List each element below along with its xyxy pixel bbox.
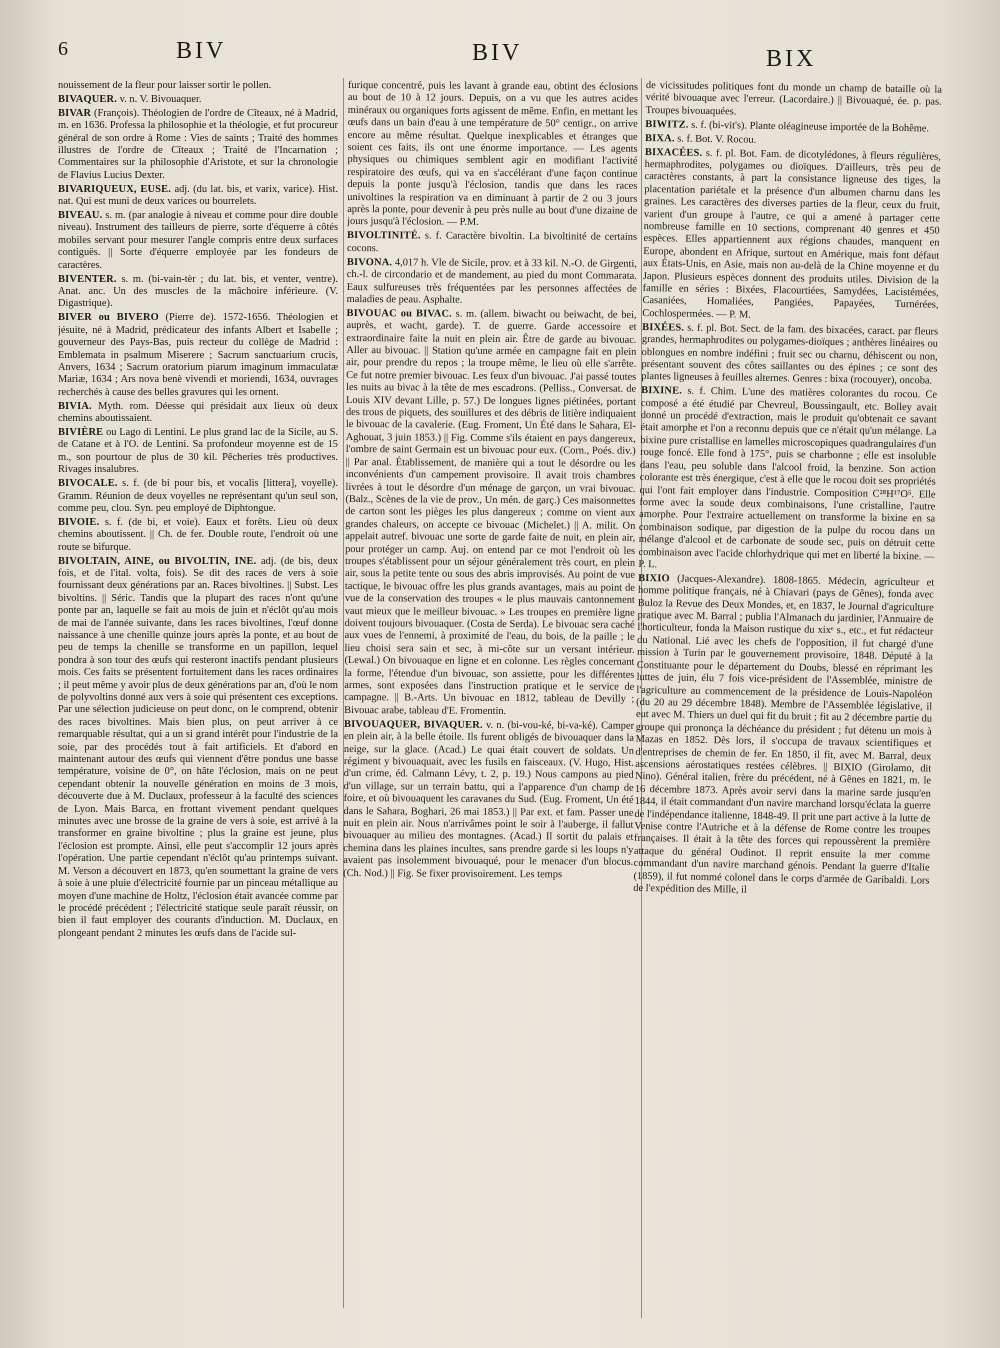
- column-left: [58, 80, 338, 1308]
- entry-text: s. f. (de bi, et voie). Eaux et forêts. Lieu où deux chemins aboutissent. || Ch. de fer. Double route, l'endroit où une route se bifurque.: [58, 516, 338, 553]
- dictionary-entry: [641, 322, 938, 389]
- entry-headword: BIVAQUER.: [58, 93, 118, 105]
- dictionary-entry: [58, 184, 338, 209]
- entry-text: (François). Théologien de l'ordre de Cîteaux, né à Madrid, m. en 1636. Professa la philosophie et la théologie, et fut procureur général de son ordre à Rome : Vies de saints ; Traité des hommes illustres de l'ordre de Cîteaux ; Traité de l'Incarnation ; Commentaires sur la philosophie d'Aristote, et sur la chronologie de Flavius Lucius Dexter.: [58, 107, 338, 181]
- entry-text: de vicissitudes politiques font du monde un champ de bataille où la vérité bivouaque avec l'erreur. (Lacordaire.) || Bivouaqué, ée. p. pas. Troupes bivouaquées.: [645, 80, 942, 118]
- entry-text: nouissement de la fleur pour laisser sortir le pollen.: [58, 80, 272, 91]
- entry-headword: BIWITZ.: [645, 118, 689, 131]
- entry-headword: BIXA.: [645, 132, 675, 145]
- entry-headword: BIVIÈRE: [58, 426, 104, 438]
- dictionary-entry: [347, 230, 637, 257]
- entry-headword: BIVAR: [58, 107, 92, 119]
- dictionary-entry: [58, 556, 338, 941]
- entry-headword: BIVOIE.: [58, 516, 100, 528]
- entry-headword: BIXIO: [638, 572, 670, 585]
- running-head-left: BIV: [176, 38, 227, 64]
- column-middle: [340, 80, 637, 1310]
- page-number: 6: [58, 38, 68, 60]
- dictionary-entry: [343, 719, 634, 882]
- dictionary-entry: [58, 108, 338, 182]
- entry-headword: BIVONA.: [346, 256, 393, 268]
- dictionary-entry: [58, 427, 338, 477]
- entry-text: s. f. Bot. V. Rocou.: [674, 133, 757, 146]
- entry-text: s. f. (bi-vit's). Plante oléagineuse importée de la Bohême.: [688, 119, 930, 135]
- page-header: [0, 34, 1000, 74]
- running-head-middle: BIV: [472, 40, 523, 66]
- dictionary-entry: [347, 80, 638, 231]
- entry-text: s. m. (allem. biwacht ou beiwacht, de bei, auprès, et wacht, garde). T. de guerre. Garde accessoire et extraordinaire faite la nuit en plein air. Être de garde au bivouac. Aller au bivouac. || Station qu'une armée en campagne fait en plein air, pour prendre du repos ; la troupe même, le lieu où elle s'arrête. Ce fut notre premier bivouac. Les feux d'un bivouac. J'ai passé toutes les nuits au bivac à la tête de mes escadrons. (Pelliss., Conversat. de Louis XIV devant Lille, p. 57.) De longues lignes piétinées, portant des trous de piquets, des souillures et des débris de litière indiquaient le bivouac de la cavalerie. (Eug. Froment, Un Été dans le Sahara, El-Aghouat, 3 juin 1853.) || Fig. Comme s'ils étaient en pays dangereux, l'ombre de saint Germain est un bivouac pour eux. (Corn., Poés. div.) || Par anal. Établissement, de manière qui a tout le désordre ou les inconvénients d'un campement provisoire. Il avait trois chambres livrées à tout le désordre d'un ménage de garçon, un vrai bivouac. (Balz., Scènes de la vie de prov., Un mén. de garç.) Ces maisonnettes de carton sont les pièges les plus dangereux ; comme on vient aux grandes chaleurs, on accepte ce bivouac (Michelet.) || A. milit. On appelait autref. bivouac une sorte de garde faite de nuit, en plein air, pour protéger un camp. Auj. on entend par ce mot l'endroit où les troupes s'établissent pour un séjour généralement très court, en plein air, sous la petite tente ou sous des abris improvisés. Au point de vue tactique, le bivouac offre les plus grands avantages, mais au point de vue de la conservation des troupes « le plus mauvais cantonnement vaut mieux que le meilleur bivouac. » Les troupes en première ligne doivent toujours bivouaquer. (Costa de Serda). Le bivouac sera caché aux vues de l'ennemi, à proximité de l'eau, du bois, de la paille ; le lieu choisi sera sain et sec, à mi-côte sur un versant intérieur. (Lewal.) On bivouaque en ligne et en colonne. Les règles concernant la forme, l'étendue d'un bivouac, son assiette, pour les différentes armes, sont exposées dans l'instruction pratique et le service de campagne. || B.-Arts. Un bivouac en 1812, tableau de Devilly ; Bivouac arabe, tableau d'E. Fromentin.: [344, 308, 637, 717]
- entry-headword: BIVOCALE.: [58, 478, 118, 490]
- entry-text: s. f. pl. Bot. Sect. de la fam. des bixacées, caract. par fleurs grandes, hermaphrodites ou polygames-dioïques ; anthères linéaires ou oblongues en nombre indéfini ; fruit sec ou charnu, déhiscent ou non, présentant souvent des côtes saillantes ou des épines ; ce sont des plantes ligneuses à feuilles alternes. Genres : bixa (rocouyer), oncoba.: [641, 322, 939, 387]
- entry-text: s. f. pl. Bot. Fam. de dicotylédones, à fleurs régulières, hermaphrodites, polygames ou dioïques. D'ailleurs, très peu de caractères constants, à part la consistance ligneuse des tiges, la placentation pariétale et la présence d'un albumen charnu dans les graines. Les caractères des diverses parties de la fleur, ceux du fruit, varient d'un groupe à l'autre, ce qui a amené à partager cette nombreuse famille en 10 sections, comprenant 40 genres et 450 espèces. Elles appartiennent aux régions chaudes, manquent en Europe, abondent en Afrique, surtout en Amérique, mais font défaut aux États-Unis, en Asie, mais non au-delà de la Chine moyenne et du Japon. Plusieurs espèces donnent des produits utiles. Division de la famille en séries : Bixées, Flacourtiées, Samydées, Lacistémées, Casaniées, Homaliées, Pangiées, Papayées, Turnérées, Cochlospermées. — P. M.: [642, 147, 941, 321]
- entry-headword: BIXÉES.: [642, 321, 685, 334]
- entry-headword: BIVIA.: [58, 400, 92, 412]
- dictionary-entry: [347, 257, 637, 308]
- running-head-right: BIX: [766, 46, 817, 72]
- entry-headword: BIXINE.: [641, 385, 683, 397]
- entry-text: adj. (de bis, deux fois, et de l'ital. volta, fois). Se dit des races de vers à soie fournissant deux générations par an. Races bivoltines. || Subst. Les bivoltins. || Séric. Tandis que la plupart des races n'ont qu'une ponte par an, laquelle se fait au mois de juin et n'éclôt qu'au mois de mai de l'année suivante, dans les races bivoltines, l'œuf donne naissance à une chenille quinze jours après la ponte, et au bout de peu de temps la chenille se transforme en un papillon, lequel pondra à son tour des œufs qui resteront inactifs pendant plusieurs mois. Ces faits se présentent fortuitement dans les races ordinaires ; il peut même y avoir plus de deux générations par an, d'où le nom de polyvoltins donné aux vers à soie qui présentent ces exceptions. Par une sélection judicieuse on peut donc, on le comprend, obtenir des races bivoltines. Mais bien plus, on peut arriver à ce remarquable résultat, qui a un si grand intérêt pour l'industrie de la soie, par des procédés tout à fait artificiels. Et d'abord en maintenant autour des œufs qui viennent d'être pondus une basse température, voisine de 0°, on hâte l'éclosion, mais on ne peut cependant obtenir la nouvelle génération en moins de 3 mois, découverte due à M. Duclaux, professeur à la faculté des sciences de Lyon. Mais Barca, en frottant vivement pendant quelques minutes avec une brosse de la graine de vers à soie, est arrivé à la transformer en graine bivoltine ; plus la graine est jeune, plus l'éclosion est prompte. Ainsi, elle peut s'accomplir 12 jours après l'opération. Une partie cependant n'éclôt qu'au printemps suivant. M. Verson a découvert en 1873, qu'en soumettant la graine de vers à soie à une pluie d'électricité fournie par un pinceau métallique au moyen d'une machine de Holtz, l'éclosion était avancée comme par le procédé précédent ; l'électricité statique seule paraît réussir, on bien il faut employer des courants d'induction. M. Duclaux, en plongeant pendant 2 minutes les œufs dans de l'acide sul-: [58, 555, 338, 939]
- entry-headword: BIXACÉES.: [644, 146, 703, 159]
- entry-headword: BIVOLTINITÉ.: [347, 230, 421, 242]
- entry-headword: BIVENTER.: [58, 273, 117, 285]
- column-right: [626, 80, 942, 1348]
- entry-text: s. f. Chim. L'une des matières colorantes du rocou. Ce composé a été étudié par Chevreul, Boussingault, etc. Bolley avait donné un procédé d'extraction, mais le produit qu'obtenait ce savant était amorphe et l'on a reconnu depuis que ce n'était qu'un mélange. La bixine pure cristallise en lamelles microscopiques quadrangulaires d'un rouge foncé. Elle fond à 175°, puis se charbonne ; elle est insoluble dans l'eau, peu soluble dans l'alcool froid, la benzine. Son action colorante est très énergique, c'est à elle que le rocou doit ses propriétés qui l'ont fait employer dans l'industrie. Composition C²⁸H¹⁷O⁵. Elle forme avec la soude deux combinaisons, l'une cristalline, l'autre amorphe. Pour l'extraire actuellement on transforme la bixine en sa combinaison sodique, par digestion de la pulpe du rocou dans un mélange d'alcool et de carbonate de soude sec, puis on détruit cette combinaison avec l'acide chlorhydrique qui met en liberté la bixine. — P. L.: [638, 385, 938, 571]
- dictionary-entry: [344, 308, 636, 719]
- dictionary-entry: [58, 401, 338, 426]
- dictionary-entry: [642, 147, 941, 325]
- entry-text: v. n. V. Bivouaquer.: [117, 93, 202, 105]
- dictionary-entry: [633, 573, 934, 900]
- dictionary-entry: [645, 80, 942, 122]
- dictionary-entry: [58, 274, 338, 311]
- entry-text: s. m. (bi-vain-tèr ; du lat. bis, et venter, ventre). Anat. anc. Un des muscles de la mâchoire inférieure. (V. Digastrique).: [58, 273, 338, 310]
- entry-text: s. m. (par analogie à niveau et comme pour dire double niveau). Instrument des tailleurs de pierre, sorte d'équerre à côtés mobiles servant pour mesurer l'angle compris entre deux surfaces contiguës. || Sorte d'équerre employée par les fondeurs de caractères.: [58, 210, 338, 271]
- dictionary-entry: [58, 312, 338, 399]
- entry-headword: BIVEAU.: [58, 210, 103, 222]
- entry-text: (Pierre de). 1572-1656. Théologien et jésuite, né à Madrid, prédicateur des infants Albert et Isabelle ; gouverneur des Pays-Bas, puis recteur du collège de Madrid : Emblemata in psalmum Miserere ; Sacrum sanctuarium crucis, Anvers, 1634 ; Sacrum oratorium piarum imaginum immaculatæ Mariæ, 1634 ; Ars nova benè vivendi et moriendi, 1634, ouvrages recherchés à cause des belles gravures qui les ornent.: [58, 312, 338, 398]
- entry-text: ou Lago di Lentini. Le plus grand lac de la Sicile, au S. de Catane et à l'O. de Lentini. Sa profondeur moyenne est de 15 m., son pourtour de plus de 30 kil. Pêcheries très productives. Rivages insalubres.: [58, 426, 338, 476]
- entry-text: (Jacques-Alexandre). 1808-1865. Médecin, agriculteur et homme politique français, né à Chiavari (pays de Gênes), fonda avec Buloz la Revue des Deux Mondes, et, en 1837, le Journal d'agriculture pratique avec M. Barral ; publia l'Almanach du jardinier, l'Annuaire de l'horticulteur, fonda la Maison rustique du xixᵉ s., etc., et fut rédacteur du National. Lié avec les chefs de l'opposition, il fut chargé d'une mission à Turin par le gouvernement provisoire, 1848. Député à la Constituante pour le département du Doubs, blessé en réprimant les luttes de juin, élu 7 fois vice-président de l'Assemblée, ministre de l'agriculture au commencement de la présidence de Louis-Napoléon (du 20 au 29 décembre 1848). Membre de l'Assemblée législative, il eut avec M. Thiers un duel qui fit du bruit ; fit au 2 décembre partie du groupe qui prononça la déchéance du président ; fut détenu un mois à Mazas en 1852. Dès lors, il s'occupa de travaux scientifiques et d'entreprises de chemin de fer. En 1850, il fit, avec M. Barral, deux ascensions aérostatiques restées célèbres. || BIXIO (Girolamo, dit Nino). Général italien, frère du précédent, né à Gênes en 1821, m. le 16 décembre 1873. Après avoir servi dans la marine sarde jusqu'en 1844, il était commandant d'un navire marchand lorsqu'éclata la guerre de l'indépendance italienne, 1848-49. Il prit une part active à la lutte de Venise contre l'Autriche et à la défense de Rome contre les troupes françaises. Il était à la tête des forces qui repoussèrent la première attaque du général Oudinot. Il reprit ensuite la mer comme commandant d'un navire marchand génois. Pendant la guerre d'Italie (1859), il fut nommé colonel dans le corps d'armée de Garibaldi. Lors de l'expédition des Mille, il: [633, 573, 935, 896]
- dictionary-entry: [58, 80, 338, 92]
- entry-text: 4,017 h. Vle de Sicile, prov. et à 33 kil. N.-O. de Girgenti, ch.-l. de circondario et de mandement, au pied du mont Commarata. Eaux sulfureuses très fréquentées par les personnes affectées de maladies de peau. Asphalte.: [346, 256, 637, 306]
- entry-headword: BIVOLTAIN, AINE, ou BIVOLTIN, INE.: [58, 555, 257, 567]
- entry-headword: BIVARIQUEUX, EUSE.: [58, 183, 172, 195]
- entry-headword: BIVER ou BIVERO: [58, 312, 159, 324]
- dictionary-entry: [638, 385, 937, 576]
- entry-headword: BIVOUAC ou BIVAC.: [346, 307, 452, 320]
- entry-text: adj. (du lat. bis, et varix, varice). Hist. nat. Qui est muni de deux varices ou bourrelets.: [58, 183, 338, 208]
- entry-text: Myth. rom. Déesse qui présidait aux lieux où deux chemins aboutissaient.: [58, 400, 338, 425]
- dictionary-entry: [58, 478, 338, 515]
- dictionary-entry: [58, 94, 338, 106]
- entry-text: s. f. Caractère bivoltin. La bivoltinité de certains cocons.: [346, 230, 638, 254]
- dictionary-entry: [58, 210, 338, 272]
- entry-text: furique concentré, puis les lavant à grande eau, obtint des éclosions au bout de 10 à 12 jours. Depuis, on a vu que les autres acides minéraux ou organiques forts agissent de même. Enfin, en mettant les œufs dans un bain d'eau à une température de 50° centigr., on arrive encore au même résultat. Quelque inexplicables et étranges que soient ces faits, ils ont une énorme importance. — Les agents physiques ou chimiques semblent agir en modifiant l'activité respiratoire des œufs, qui va en s'accélérant d'une façon continue depuis la ponte jusqu'à l'éclosion, tandis que dans les races univoltines la respiration va en diminuant à partir de 2 ou 3 jours après la ponte, pour devenir à peu près nulle au bout d'une dizaine de jours jusqu'à l'éclosion. — P.M.: [347, 80, 638, 229]
- entry-text: s. f. (de bi pour bis, et vocalis [littera], voyelle). Gramm. Réunion de deux voyelles ne représentant qu'un seul son, comme peu, clou. Syn. peu employé de Diphtongue.: [58, 478, 338, 514]
- entry-text: v. n. (bi-vou-ké, bi-va-ké). Camper en plein air, à la belle étoile. Ils furent obligés de bivouaquer dans la neige, sur la glace. (Acad.) Le quai était couvert de soldats. Un régiment y bivouaquait, avec les fusils en faisceaux. (V. Hugo, Hist. d'un crime, éd. Calmann Lévy, t. 2, p. 19.) Nous campons au pied d'un village, sur un terrain battu, qui a l'apparence d'un champ de foire, et où bivouaquent les caravanes du Sud. (Eug. Froment, Un été dans le Sahara, Boghari, 26 mai 1853.) || Par ext. et fam. Passer une nuit en plein air. Nous n'arrivâmes point le soir à l'auberge, il fallut bivouaquer au milieu des montagnes. (Acad.) Il sortit du palais et chemina dans les plaines incultes, sans prendre garde si les loups n'y avaient pas insolemment bivouaqué, pour le menacer d'un blocus. (Ch. Nod.) || Fig. Se fixer provisoirement. Les temps: [343, 719, 635, 880]
- entry-headword: BIVOUAQUER, BIVAQUER.: [344, 718, 483, 731]
- dictionary-entry: [58, 517, 338, 554]
